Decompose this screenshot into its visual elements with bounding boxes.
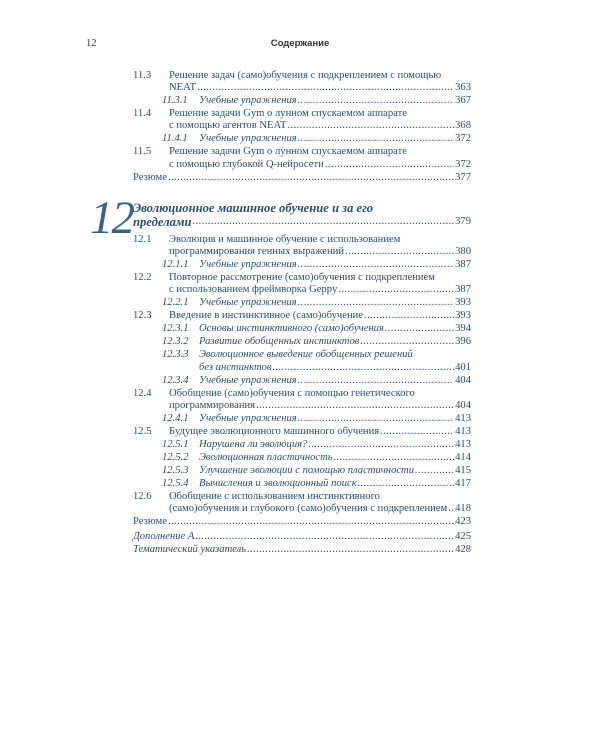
toc-entry[interactable] [133, 375, 471, 387]
toc-entry-title: (само)обучения и глубокого (само)обучения с подкреплением [169, 503, 448, 514]
running-title: Содержание [270, 38, 330, 49]
toc-entry[interactable] [133, 95, 471, 107]
toc-entry[interactable] [133, 531, 471, 543]
page-header [0, 38, 600, 52]
toc-entry-number: 12.2 [133, 272, 152, 284]
toc-entry-page: 377 [455, 171, 471, 183]
toc-entry-number: 11.4 [133, 108, 152, 120]
toc-entry-title: NEAT [169, 82, 197, 94]
toc-entry-page: 401 [455, 361, 471, 373]
toc-entry-text: Эволюционное выведение обобщенных решений [199, 349, 413, 361]
toc-entry-title: Эволюционная пластичность [199, 451, 333, 463]
toc-entry[interactable] [133, 172, 471, 184]
dot-leader [168, 172, 454, 184]
dot-leader [358, 478, 454, 490]
toc-entry-page: 372 [455, 158, 471, 170]
dot-leader [195, 531, 454, 543]
dot-leader [380, 426, 454, 438]
toc-entry[interactable] [133, 439, 471, 451]
toc-entry[interactable] [133, 323, 471, 335]
toc-entry[interactable] [133, 108, 471, 132]
toc-entry-number: 12.1 [133, 234, 152, 245]
toc-entry-title: с помощью агентов NEAT [169, 120, 287, 132]
toc-entry-page: 393 [455, 310, 471, 322]
toc-entry-page: 423 [455, 516, 471, 527]
toc-entry-page: 417 [455, 477, 471, 489]
toc-entry[interactable] [133, 452, 471, 464]
toc-entry-number: 12.6 [133, 490, 152, 502]
toc-entry[interactable] [133, 388, 471, 412]
toc-entry-page: 393 [455, 297, 471, 309]
toc-entry-number: 12.2.1 [162, 297, 189, 309]
toc-entry[interactable] [133, 297, 471, 309]
toc-entry-page: 387 [455, 284, 471, 296]
page-number: 12 [86, 38, 97, 49]
dot-leader [364, 310, 454, 322]
toc-entry-page: 404 [455, 399, 471, 411]
toc-entry[interactable] [133, 133, 471, 145]
toc-entry-page: 372 [455, 133, 471, 145]
toc-entry-number: 12.5.2 [162, 451, 189, 463]
toc-entry[interactable] [133, 259, 471, 271]
toc-entry-title: с использованием фреймворка Geppy [169, 284, 338, 296]
toc-entry-page: 404 [455, 374, 471, 386]
toc-entry-title: Резюме [133, 171, 167, 183]
toc-entry-text: Решение задач (само)обучения с подкреплением с помощью [169, 70, 442, 81]
toc-entry-number: 12.1.1 [162, 259, 189, 271]
toc-entry-number: 12.3.1 [162, 323, 189, 335]
toc-entry-title: Учебные упражнения [199, 297, 297, 309]
toc-entry-number: 12.5.1 [162, 438, 189, 450]
dot-leader [298, 413, 454, 425]
dot-leader [298, 133, 454, 145]
toc-entry-number: 12.5.3 [162, 464, 189, 476]
toc-entry-page: 367 [455, 95, 471, 107]
toc-entry-title: с помощью глубокой Q-нейросети [169, 158, 324, 170]
toc-entry-page: 394 [455, 323, 471, 335]
dot-leader [385, 323, 454, 335]
toc-entry-text: Решение задачи Gym о лунном спускаемом аппарате [169, 108, 407, 120]
toc-entry-title: Учебные упражнения [199, 133, 297, 145]
toc-entry-number: 11.5 [133, 146, 152, 158]
toc-entry-number: 12.3.2 [162, 336, 189, 348]
toc-entry[interactable] [133, 544, 471, 556]
toc-entry-title: без инстинктов [199, 361, 272, 373]
toc-entry-title: Нарушена ли эволюция? [199, 438, 308, 450]
toc-entry-page: 413 [455, 412, 471, 424]
dot-leader [197, 82, 454, 94]
toc-entry-title: Улучшение эволюции с помощью пластичности [199, 464, 415, 476]
dot-leader [345, 246, 454, 258]
toc-entry-page: 380 [455, 246, 471, 258]
dot-leader [247, 544, 454, 556]
toc-entry-text: Решение задачи Gym о лунном спускаемом аппарате [169, 146, 407, 158]
toc-entry-title: программирования генных выражений [169, 246, 345, 258]
chapter-12-title-line1: Эволюционное машинное обучение и за его [133, 201, 374, 215]
toc-entry-title: программирования [169, 399, 256, 411]
toc-entry[interactable] [133, 465, 471, 477]
dot-leader [298, 259, 454, 271]
toc-entry-page: 387 [455, 259, 471, 271]
toc-entry-number: 11.4.1 [162, 133, 188, 145]
toc-entry-title: Резюме [133, 516, 167, 527]
toc-entry-number: 12.5 [133, 425, 152, 437]
dot-leader [360, 336, 454, 348]
dot-leader [338, 284, 454, 296]
toc-entry-title: Будущее эволюционного машинного обучения [169, 425, 380, 437]
dot-leader [168, 516, 454, 528]
toc-entry-page: 418 [455, 503, 471, 514]
toc-entry-number: 12.4.1 [162, 412, 189, 424]
toc-entry[interactable] [133, 349, 471, 373]
toc-entry-title: Основы инстинктивного (само)обучения [199, 323, 384, 335]
toc-entry[interactable] [133, 234, 471, 258]
toc-entry-title: Дополнение А [133, 531, 195, 542]
toc-entry-title: Учебные упражнения [199, 374, 297, 386]
toc-entry-number: 12.3 [133, 310, 152, 322]
toc-entry-text: Обобщение с использованием инстинктивного [169, 490, 380, 502]
toc-entry-page: 414 [455, 451, 471, 463]
toc-entry[interactable] [133, 478, 471, 490]
dot-leader [448, 503, 454, 515]
chapter-12-title-line2: пределами ..... 379 [133, 215, 471, 229]
toc-entry-page: 396 [455, 336, 471, 348]
dot-leader [273, 362, 455, 374]
toc-entry-title: Введение в инстинктивное (само)обучение [169, 310, 364, 322]
toc-entry-text: Эволюция и машинное обучение с использованием [169, 234, 401, 245]
toc-entry[interactable] [133, 272, 471, 296]
dot-leader [298, 95, 454, 107]
toc-entry-title: Тематический указатель [133, 544, 247, 555]
toc-entry-page: 368 [455, 120, 471, 132]
toc-entry-title: Учебные упражнения [199, 259, 297, 271]
toc-entry[interactable] [133, 516, 471, 528]
toc-entry-number: 12.3.4 [162, 374, 189, 386]
dot-leader [308, 439, 454, 451]
toc-entry-number: 11.3.1 [162, 95, 188, 107]
toc-entry-page: 363 [455, 82, 471, 94]
dot-leader [298, 375, 454, 387]
toc-entry[interactable] [133, 426, 471, 438]
toc-entry-title: Учебные упражнения [199, 412, 297, 424]
toc-entry-number: 11.3 [133, 70, 152, 81]
chapter-12-number: 12 [90, 192, 133, 244]
toc-entry-page: 413 [455, 438, 471, 450]
toc-entry-page: 413 [455, 425, 471, 437]
chapter-12-title[interactable] [133, 201, 471, 229]
dot-leader [287, 120, 454, 132]
toc-entry[interactable] [133, 310, 471, 322]
toc-entry[interactable] [133, 336, 471, 348]
toc-entry-text: Повторное рассмотрение (само)обучения с подкреплением [169, 272, 435, 284]
toc-entry-page: 425 [455, 531, 471, 542]
dot-leader [256, 400, 454, 412]
dot-leader [334, 452, 455, 464]
toc-entry-page: 415 [455, 464, 471, 476]
dot-leader [415, 465, 454, 477]
toc-entry-page: 428 [455, 544, 471, 555]
dot-leader [298, 297, 454, 309]
toc-entry[interactable] [133, 413, 471, 425]
toc-entry[interactable] [133, 146, 471, 170]
toc-entry-text: Обобщение (само)обучения с помощью генетического [169, 387, 415, 399]
toc-entry-title: Вычисления и эволюционный поиск [199, 477, 357, 489]
toc-entry[interactable] [133, 491, 471, 515]
toc-entry[interactable] [133, 70, 471, 94]
toc-entry-title: Учебные упражнения [199, 95, 297, 107]
toc-entry-number: 12.5.4 [162, 477, 189, 489]
toc-entry-number: 12.4 [133, 387, 152, 399]
toc-entry-title: Развитие обобщенных инстинктов [199, 336, 360, 348]
dot-leader [325, 159, 454, 171]
toc-entry-number: 12.3.3 [162, 349, 189, 361]
